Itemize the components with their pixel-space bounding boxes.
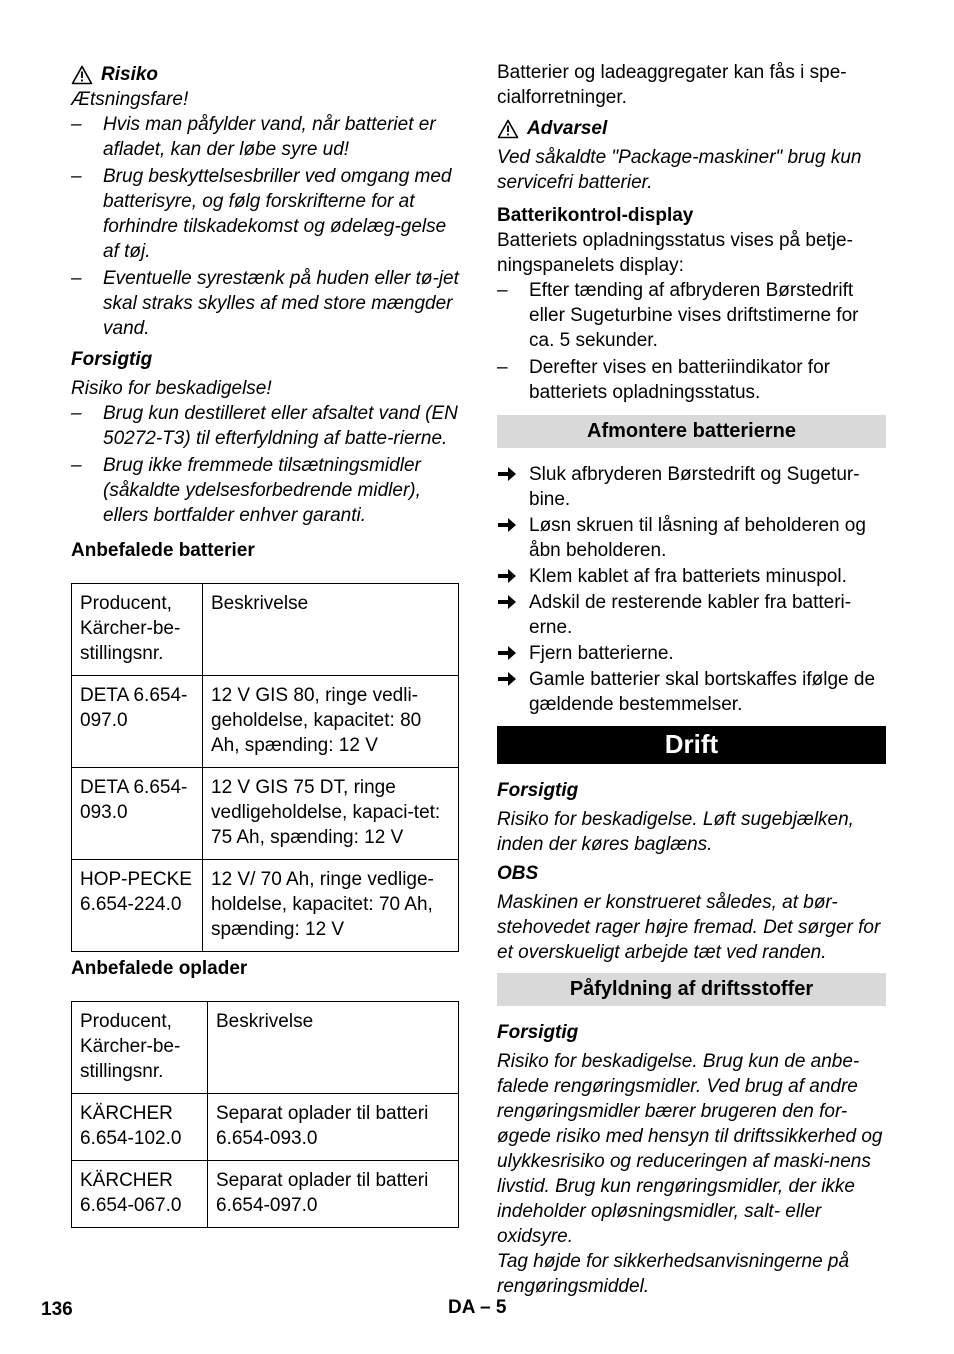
- table-row: [72, 1161, 459, 1228]
- list-item: – Brug ikke fremmede tilsætningsmidler (såkaldte ydelsesforbedrende midler), ellers bortfalder enhver garanti.: [71, 453, 459, 528]
- table-cell: 12 V GIS 80, ringe vedli-geholdelse, kapacitet: 80 Ah, spænding: 12 V: [203, 676, 459, 768]
- table-header-cell: Producent, Kärcher-be-stillingsnr.: [72, 584, 203, 676]
- table-row: [72, 768, 459, 860]
- list-item: [497, 590, 886, 640]
- table-cell: KÄRCHER 6.654-067.0: [72, 1161, 208, 1228]
- step-text: Fjern batterierne.: [529, 643, 674, 664]
- obs-title: OBS: [497, 863, 539, 884]
- table-row: [72, 1094, 459, 1161]
- list-item: – Hvis man påfylder vand, når batteriet er afladet, kan der løbe syre ud!: [71, 112, 459, 162]
- display-heading: Batterikontrol-display: [497, 205, 694, 226]
- advarsel-text: Ved såkaldte "Package-maskiner" brug kun servicefri batterier.: [497, 147, 862, 193]
- footer-language: DA: [448, 1297, 475, 1318]
- list-item: [497, 667, 886, 717]
- table-cell: 12 V/ 70 Ah, ringe vedlige-holdelse, kapacitet: 70 Ah, spænding: 12 V: [203, 860, 459, 952]
- list-item: [497, 641, 886, 666]
- footer-section-page: – 5: [480, 1297, 507, 1318]
- step-text: Klem kablet af fra batteriets minuspol.: [529, 566, 847, 587]
- arrow-right-icon: [497, 464, 517, 484]
- forsigtig-subtitle: Risiko for beskadigelse!: [71, 378, 272, 399]
- forsigtig-title: Forsigtig: [71, 349, 153, 370]
- table-row: [72, 676, 459, 768]
- advarsel-heading: [497, 116, 886, 141]
- step-text: Gamle batterier skal bortskaffes ifølge de gældende bestemmelser.: [529, 669, 876, 715]
- list-item: – Derefter vises en batteriindikator for batteriets opladningsstatus.: [497, 355, 886, 405]
- afmontere-steps: [497, 462, 886, 717]
- risiko-list: [71, 112, 459, 341]
- page-number: 136: [41, 1299, 73, 1320]
- arrow-right-icon: [497, 669, 517, 689]
- intro-text: Batterier og ladeaggregater kan fås i spe-cialforretninger.: [497, 62, 847, 108]
- chargers-heading: Anbefalede oplader: [71, 958, 248, 979]
- list-item: – Eventuelle syrestænk på huden eller tø-jet skal straks skylles af med store mængder vand.: [71, 266, 459, 341]
- table-cell: Separat oplader til batteri 6.654-097.0: [208, 1161, 459, 1228]
- section-heading-pafyldning: Påfyldning af driftsstoffer: [497, 973, 886, 1006]
- arrow-right-icon: [497, 592, 517, 612]
- table-header-row: [72, 1002, 459, 1094]
- risiko-title: Risiko: [101, 64, 159, 85]
- table-header-row: [72, 584, 459, 676]
- list-item: [497, 564, 886, 589]
- display-list: [497, 278, 886, 405]
- list-item: [497, 462, 886, 512]
- warning-triangle-icon: [497, 119, 519, 139]
- list-item: – Efter tænding af afbryderen Børstedrift eller Sugeturbine vises driftstimerne for ca. 5 sekunder.: [497, 278, 886, 353]
- table-row: [72, 860, 459, 952]
- table-header-cell: Beskrivelse: [208, 1002, 459, 1094]
- chargers-table: [71, 1001, 459, 1228]
- table-cell: Separat oplader til batteri 6.654-093.0: [208, 1094, 459, 1161]
- section-heading-afmontere: Afmontere batterierne: [497, 415, 886, 448]
- list-item: [497, 513, 886, 563]
- obs-text: Maskinen er konstrueret således, at bør-stehovedet rager højre fremad. Det sørger for et overskueligt arbejde tæt ved randen.: [497, 892, 881, 963]
- risiko-subtitle: Ætsningsfare!: [71, 89, 189, 110]
- drift-forsigtig-text: Risiko for beskadigelse. Løft sugebjælken, inden der køres baglæns.: [497, 809, 854, 855]
- arrow-right-icon: [497, 515, 517, 535]
- list-item: – Brug beskyttelsesbriller ved omgang med batterisyre, og følg forskrifterne for at forhindre tilskadekomst og ødelæg-gelse af tøj.: [71, 164, 459, 264]
- footer-section: [448, 1295, 506, 1320]
- step-text: Løsn skruen til låsning af beholderen og åbn beholderen.: [529, 515, 866, 561]
- arrow-right-icon: [497, 566, 517, 586]
- forsigtig-list: [71, 401, 459, 528]
- risiko-heading: [71, 62, 459, 87]
- step-text: Adskil de resterende kabler fra batteri-erne.: [529, 592, 852, 638]
- pafyldning-note: Tag højde for sikkerhedsanvisningerne på rengøringsmiddel.: [497, 1251, 850, 1297]
- drift-forsigtig-title: Forsigtig: [497, 780, 579, 801]
- table-cell: DETA 6.654-093.0: [72, 768, 203, 860]
- pafyldning-forsigtig-title: Forsigtig: [497, 1022, 579, 1043]
- table-header-cell: Beskrivelse: [203, 584, 459, 676]
- table-header-cell: Producent, Kärcher-be-stillingsnr.: [72, 1002, 208, 1094]
- batteries-table: [71, 583, 459, 952]
- chapter-heading-drift: Drift: [497, 726, 886, 764]
- table-cell: KÄRCHER 6.654-102.0: [72, 1094, 208, 1161]
- warning-triangle-icon: [71, 65, 93, 85]
- step-text: Sluk afbryderen Børstedrift og Sugetur-bine.: [529, 464, 860, 510]
- arrow-right-icon: [497, 643, 517, 663]
- left-column: [71, 60, 459, 1228]
- list-item: – Brug kun destilleret eller afsaltet vand (EN 50272-T3) til efterfyldning af batte-rierne.: [71, 401, 459, 451]
- pafyldning-text: Risiko for beskadigelse. Brug kun de anbe-falede rengøringsmidler. Ved brug af andre rengøringsmidler bærer brugeren den for-øgede risiko med hensyn til driftssikkerhed og ulykkesrisiko og reduceringen af maski-nens livstid. Brug kun rengøringsmidler, der ikke indeholder opløsningsmidler, salt- eller oxidsyre.: [497, 1051, 883, 1247]
- batteries-heading: Anbefalede batterier: [71, 540, 255, 561]
- table-cell: HOP-PECKE 6.654-224.0: [72, 860, 203, 952]
- right-column: [497, 60, 886, 1299]
- display-text: Batteriets opladningsstatus vises på betje-ningspanelets display:: [497, 230, 853, 276]
- advarsel-title: Advarsel: [527, 118, 608, 139]
- table-cell: 12 V GIS 75 DT, ringe vedligeholdelse, kapaci-tet: 75 Ah, spænding: 12 V: [203, 768, 459, 860]
- table-cell: DETA 6.654-097.0: [72, 676, 203, 768]
